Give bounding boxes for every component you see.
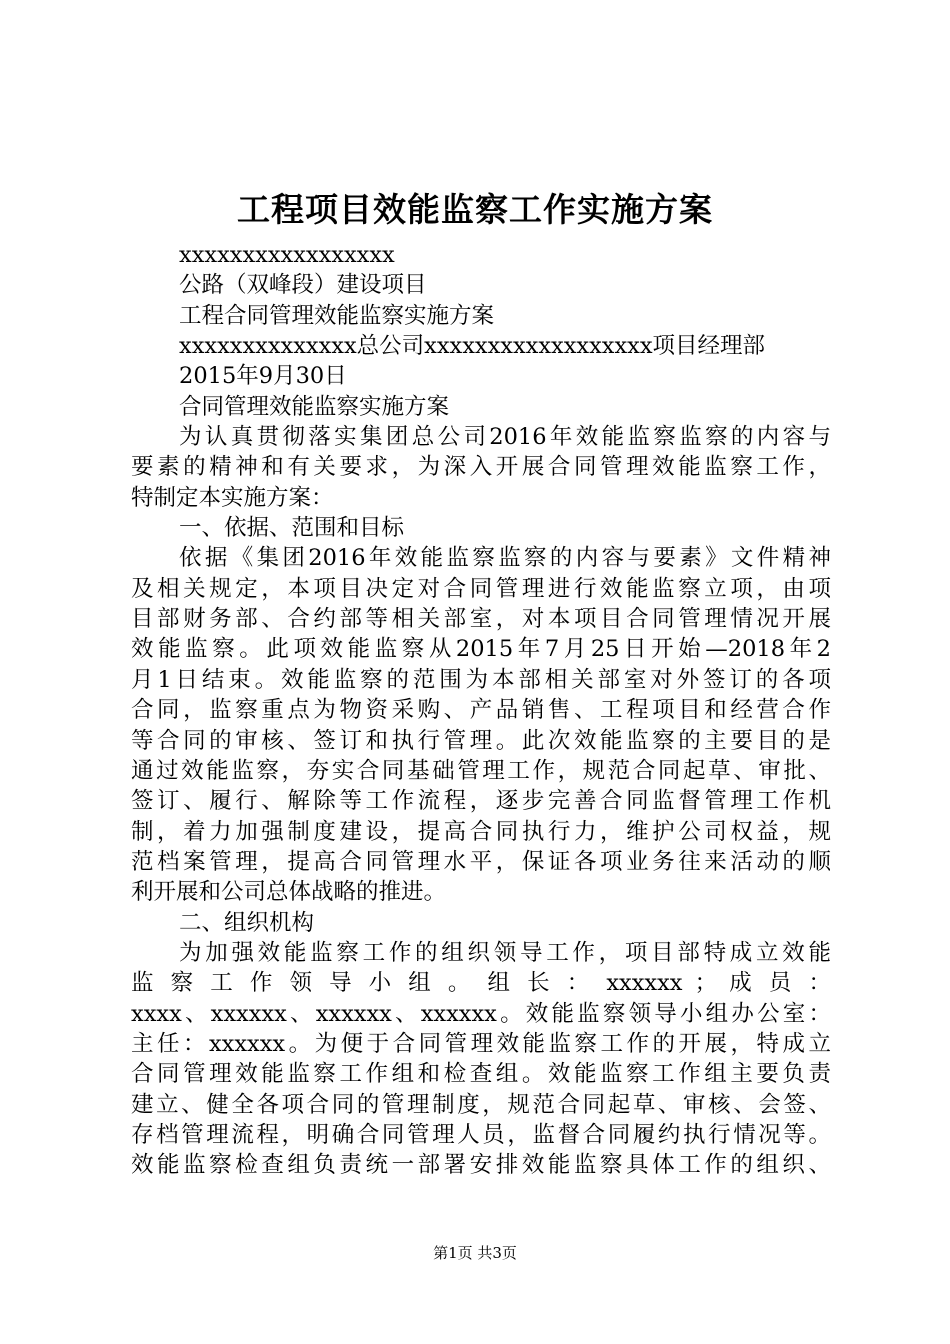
text-line: 为认真贯彻落实集团总公司2016年效能监察监察的内容与 — [179, 424, 831, 451]
text-line: 主任：xxxxxx。为便于合同管理效能监察工作的开展，特成立 — [131, 1030, 831, 1057]
text-line: 利开展和公司总体战略的推进。 — [131, 879, 447, 906]
text-line: 监 察 工 作 领 导 小 组 。 组 长 ： xxxxxx ； 成 员 ： — [131, 970, 831, 997]
document-title: 工程项目效能监察工作实施方案 — [237, 190, 713, 229]
text-line: 范档案管理，提高合同管理水平，保证各项业务往来活动的顺 — [131, 848, 831, 875]
text-line: 合同管理效能监察实施方案 — [179, 393, 450, 420]
document-body — [131, 240, 831, 1181]
text-line: 合同，监察重点为物资采购、产品销售、工程项目和经营合作 — [131, 697, 831, 724]
text-line: 合同管理效能监察工作组和检查组。效能监察工作组主要负责 — [131, 1061, 831, 1088]
text-line: 为加强效能监察工作的组织领导工作，项目部特成立效能 — [179, 939, 831, 966]
text-line: 二、组织机构 — [179, 909, 315, 936]
text-line: 及相关规定，本项目决定对合同管理进行效能监察立项，由项 — [131, 575, 831, 602]
text-line: 要素的精神和有关要求，为深入开展合同管理效能监察工作， — [131, 454, 831, 481]
text-line: 目部财务部、合约部等相关部室，对本项目合同管理情况开展 — [131, 606, 831, 633]
text-line: 效能监察。此项效能监察从2015年7月25日开始—2018年2 — [131, 636, 831, 663]
text-line: 特制定本实施方案： — [131, 484, 334, 511]
text-line: 工程合同管理效能监察实施方案 — [179, 302, 495, 329]
text-line: 等合同的审核、签订和执行管理。此次效能监察的主要目的是 — [131, 727, 831, 754]
text-line: 签订、履行、解除等工作流程，逐步完善合同监督管理工作机 — [131, 788, 831, 815]
text-line: 建立、健全各项合同的管理制度，规范合同起草、审核、会签、 — [131, 1091, 831, 1118]
text-line: 公路（双峰段）建设项目 — [179, 272, 427, 299]
text-line: xxxxxxxxxxxxxx总公司xxxxxxxxxxxxxxxxxx项目经理部 — [179, 333, 766, 360]
text-line: 2015年9月30日 — [179, 363, 347, 390]
text-line: 通过效能监察，夯实合同基础管理工作，规范合同起草、审批、 — [131, 757, 831, 784]
page-footer: 第1页 共3页 — [433, 1244, 517, 1262]
text-line: 依据《集团2016年效能监察监察的内容与要素》文件精神 — [179, 545, 831, 572]
text-line: 存档管理流程，明确合同管理人员，监督合同履约执行情况等。 — [131, 1121, 831, 1148]
text-line: 效能监察检查组负责统一部署安排效能监察具体工作的组织、 — [131, 1152, 831, 1179]
text-line: 制，着力加强制度建设，提高合同执行力，维护公司权益，规 — [131, 818, 831, 845]
text-line: 月1日结束。效能监察的范围为本部相关部室对外签订的各项 — [131, 666, 831, 693]
text-line: 一、依据、范围和目标 — [179, 515, 405, 542]
text-line: xxxxxxxxxxxxxxxxx — [179, 242, 395, 268]
text-line: xxxx、xxxxxx、xxxxxx、xxxxxx。效能监察领导小组办公室： — [131, 1000, 831, 1027]
